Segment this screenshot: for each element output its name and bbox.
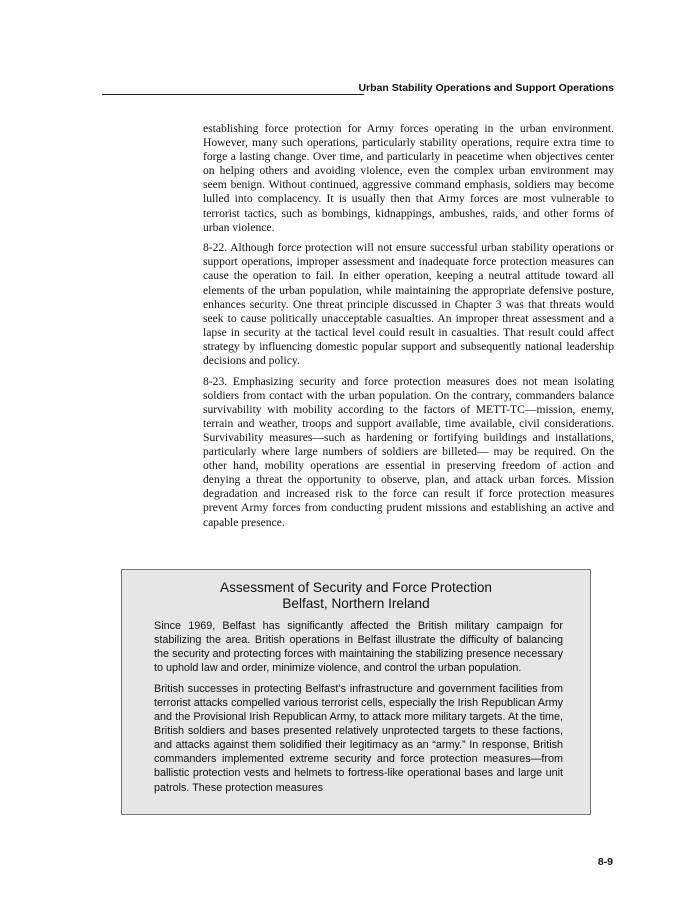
body-paragraph: establishing force protection for Army forces operating in the urban environment. However, many such operations, particularly stability operations, require extra time to forge a lasting change. Over time, and particularly in peacetime when objectives center on helping others and avoiding violence, even the complex urban environment may seem benign. Without continued, aggressive command emphasis, soldiers may become lulled into complacency. It is usually then that Army forces are most vulnerable to terrorist tactics, such as bombings, kidnappings, ambushes, raids, and other forms of urban violence. <box>203 122 614 234</box>
header-rule <box>102 94 364 95</box>
body-paragraph: 8-22. Although force protection will not ensure successful urban stability operations or support operations, improper assessment and inadequate force protection measures can cause the operation to fail. In either operation, keeping a neutral attitude toward all elements of the urban population, while maintaining the appropriate defensive posture, enhances security. One threat principle discussed in Chapter 3 was that threats would seek to cause politically unacceptable casualties. An improper threat assessment and a lapse in security at the tactical level could result in casualties. That result could affect strategy by influencing domestic popular support and subsequently national leadership decisions and policy. <box>203 241 614 367</box>
body-text <box>203 122 614 536</box>
vignette-title-line1: Assessment of Security and Force Protection <box>220 580 492 595</box>
vignette-body <box>154 619 563 801</box>
vignette-paragraph: British successes in protecting Belfast’s infrastructure and government facilities from terrorist attacks compelled various terrorist cells, especially the Irish Republican Army and the Provisional Irish Republican Army, to attack more military targets. At the time, British soldiers and bases presented relatively unprotected targets to these factions, and attacks against them solidified their legitimacy as an “army.” In response, British commanders implemented extreme security and force protection measures—from ballistic protection vests and helmets to fortress-like operational bases and large unit patrols. These protection measures <box>154 682 563 794</box>
vignette-title <box>122 580 590 612</box>
header-title: Urban Stability Operations and Support Operations <box>358 82 614 94</box>
page-number: 8-9 <box>597 856 613 868</box>
running-header <box>102 82 614 96</box>
body-paragraph: 8-23. Emphasizing security and force protection measures does not mean isolating soldiers from contact with the urban population. On the contrary, commanders balance survivability with mobility according to the factors of METT-TC—mission, enemy, terrain and weather, troops and support available, time available, civil considerations. Survivability measures—such as hardening or fortifying buildings and installations, particularly where large numbers of soldiers are billeted— may be required. On the other hand, mobility operations are essential in preserving freedom of action and denying a threat the opportunity to observe, plan, and attack urban forces. Mission degradation and increased risk to the force can result if force protection measures prevent Army forces from conducting prudent missions and establishing an active and capable presence. <box>203 374 614 529</box>
vignette-box <box>121 569 591 815</box>
vignette-title-line2: Belfast, Northern Ireland <box>282 596 430 611</box>
vignette-paragraph: Since 1969, Belfast has significantly affected the British military campaign for stabilizing the area. British operations in Belfast illustrate the difficulty of balancing the security and protecting forces with maintaining the stabilizing presence necessary to uphold law and order, minimize violence, and control the urban population. <box>154 620 563 675</box>
